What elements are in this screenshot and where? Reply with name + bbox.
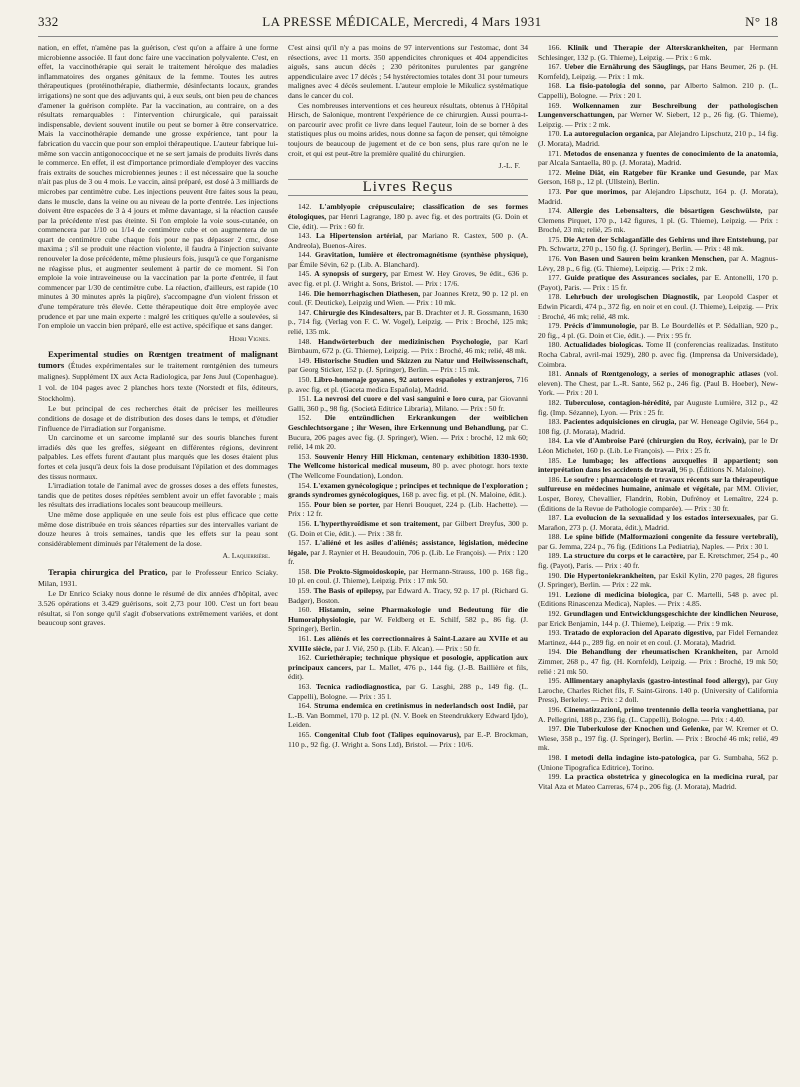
book-details: par Werner W. Siebert, 12 p., 26 fig. (G. Thieme), Leipzig. — Prix : 2 mk.	[538, 110, 778, 129]
book-entry	[538, 81, 778, 100]
book-details: par le Dr Léon Michelet, 160 p. (Lib. Le François). — Prix : 25 fr.	[538, 436, 778, 455]
entry-number: 154.	[298, 480, 312, 490]
entry-number: 156.	[298, 518, 312, 528]
book-entry	[288, 682, 528, 701]
entry-number: 171.	[548, 148, 562, 158]
book-title: Die Hypertoniekrankheiten,	[563, 570, 656, 580]
book-entry	[288, 337, 528, 356]
book-entry	[538, 590, 778, 609]
article-reference: (Études expérimentales sur le traitement rœntgénien des tumeurs malignes). Supplément IX aux Acta Radiologica, par Jens Juul (Copenhague). 1 vol. de 104 pages avec 2 planches hors texte (Norstedt et fils, éditeurs, Stockholm).	[38, 360, 278, 404]
entry-number: 183.	[548, 417, 562, 427]
book-entry	[288, 730, 528, 749]
signature: J.-L. F.	[498, 161, 520, 171]
book-details: par A. Pellegrini, 188 p., 236 fig. (L. Cappelli), Bologne. — Prix : 4.40.	[538, 704, 778, 724]
book-details: par Émile Sévin, 62 p. (Lib. A. Blanchard).	[288, 259, 420, 269]
book-details: par J. Vié, 250 p. (Lib. F. Alcan). — Prix : 50 fr.	[334, 643, 481, 653]
entry-number: 172.	[548, 167, 562, 177]
entry-number: 194.	[548, 647, 562, 657]
book-title: Lezione di medicina biologica,	[565, 589, 670, 599]
journal-title: LA PRESSE MÉDICALE, Mercredi, 4 Mars 1931	[262, 14, 542, 29]
book-entry	[288, 452, 528, 481]
paragraph: nation, en effet, n'amène pas la guérison, c'est qu'on a affaire à une forme microbienne associée. Il faut donc faire une vaccination polyvalente. C'est, en effet, la vaccinothérapie qui serait le traitement héroïque des maladies inflammatoires des organes génitaux de la femme. Toutes les autres thérapeutiques (protéinothérapie, diathermie, désinfectants locaux, grandes irrigations) ne sont que des adjuvants qui, à eux seuls, ont bien peu de chances d'amener la guérison complète. Par la vaccination, au contraire, on a des résultats remarquables : l'intervention chirurgicale, qui paraissait indispensable, devient souvent inutile ou peut se borner à être conservatrice. Mais la vaccinothérapie demande une grosse expérience, tant pour la fabrication du vaccin que pour son emploi thérapeutique. L'auteur fabrique lui-même son vaccin antigonococcique et ne se sert jamais de produits livrés dans le commerce. En effet, il est d'importance primordiale d'employer des vaccins frais extraits de souches microbiennes jeunes : il est nécessaire que la souche n'ait pas plus de 3 ou 4 mois. Le vaccin, ainsi préparé, est dosé à 3 milliards de microbes par centimètre cube. Les injections peuvent être faites sous la peau, dans le muscle, dans la veine ou au niveau de la porte d'entrée. Les injections doivent être espacées de 3 à 4 jours et même davantage, si la réaction causée par la précédente n'est pas éteinte. Si l'on emploie la voie sous-cutanée, on commencera par 1/10 ou 1/14 de centimètre cube et on augmentera de un quart de centimètre cube chaque fois pour ne pas dépasser 2 cmc, dose maxima ; s'il se produit une réaction violente, il faudra à l'injection suivante renouveler la dose précédente, même plusieurs fois, jusqu'à ce que l'organisme ne réagisse plus, et augmenter seulement à partir de ce moment. Si l'on emploie la voie intraveineuse ou la vaccination par la porte d'entrée, il faut commencer par 1/30 de centimètre cube. La réaction, d'ailleurs, est rapide (10 minutes à 30 minutes après la piqûre), s'accompagne d'un violent frisson et d'une température très élevée. Cette thérapeutique doit être employée avec prudence et par une main experte : malgré les critiques qu'elle a soulevées, si l'on emploie un vaccin bien préparé, elle est active, spécifique et sans danger.	[38, 43, 278, 331]
entry-number: 152.	[298, 413, 312, 423]
book-title: Die Behandlung der rheumatischen Krankheiten,	[566, 647, 738, 657]
book-title: Chirurgie des Kindesalters,	[313, 307, 403, 317]
book-entry	[288, 375, 528, 394]
book-entry	[538, 475, 778, 513]
book-details: par MM. Olivier, Losper, Borey, Chevallier, Flandrin, Robin, Dufrénoy et Lemaître, 224 p. (Éditions de la Revue de Pathologie comparée). — Prix : 30 fr.	[538, 484, 778, 513]
book-entry	[538, 456, 778, 475]
book-details: par W. Kremer et O. Wiese, 358 p., 197 fig. (J. Springer), Berlin. — Prix : Broché 46 mk; relié, 49 mk.	[538, 724, 778, 753]
book-entry	[538, 369, 778, 398]
book-title: Klinik und Therapie der Alterskrankheiten,	[567, 43, 728, 52]
book-title: La practica obstetrica y ginecologica en la medicina rural,	[564, 772, 765, 782]
book-title: Por que morimos,	[565, 186, 628, 196]
book-entry	[538, 609, 778, 628]
entry-number: 180.	[548, 340, 562, 350]
paragraph: C'est ainsi qu'il n'y a pas moins de 97 interventions sur l'estomac, dont 34 résections, avec 11 morts. 350 appendicites chroniques et 404 appendicites aiguës, sans aucun décès ; 230 péritonites purulentes par gangrène appendiculaire avec 17 décès ; 54 hystérectomies totales dont 31 pour tumeurs malignes avec 4 décès seulement. L'auteur emploie le Mikulicz systématique dans le cancer du col.	[288, 43, 528, 100]
entry-number: 196.	[548, 704, 562, 714]
article-heading	[38, 349, 278, 404]
book-entry	[538, 149, 778, 168]
book-details: par Alejandro Lipschutz, 164 p. (J. Morata), Madrid.	[538, 186, 778, 206]
book-title: Annals of Rœntgenology, a series of monographic atlases	[564, 369, 761, 379]
entry-number: 145.	[298, 269, 312, 279]
book-title: Précis d'immunologie,	[563, 321, 637, 331]
entry-number: 198.	[548, 752, 562, 762]
entry-number: 153.	[298, 451, 312, 461]
book-title: La fisio-patologia del sonno,	[566, 81, 666, 91]
entry-number: 173.	[548, 186, 562, 196]
book-entry	[538, 705, 778, 724]
entry-number: 166.	[548, 43, 562, 52]
section-title: Livres Reçus	[288, 179, 528, 197]
book-details: par Ernest W. Hey Groves, 9e édit., 636 p. avec fig. et pl. (J. Wright a. Sons, Bristol. — Prix : 17/6.	[288, 269, 528, 289]
entry-number: 151.	[298, 394, 312, 404]
book-entry	[538, 254, 778, 273]
book-title: Metodos de ensenanza y fuentes de conocimiento de la anatomia,	[563, 148, 778, 158]
entry-number: 186.	[548, 474, 562, 484]
book-entry	[538, 532, 778, 551]
book-title: Meine Diät, ein Ratgeber für Kranke und Gesunde,	[565, 167, 747, 177]
book-details: par Edward A. Tracy, 92 p. 17 pl. (Richard G. Badger), Boston.	[288, 586, 528, 605]
book-entry	[288, 538, 528, 567]
book-details: par Karl Birnbaum, 672 p. (G. Thieme), Leipzig. — Prix : Broché, 46 mk; relié, 48 mk.	[288, 336, 528, 356]
article-title: Experimental studies on Rœntgen treatment of malignant tumors	[38, 349, 278, 370]
entry-number: 160.	[298, 605, 312, 615]
book-details: par Mariano R. Castex, 500 p. (A. Andreola), Buenos-Aires.	[288, 231, 528, 250]
book-title: Ueber die Ernährung des Säuglings,	[564, 62, 686, 72]
book-details: par G. Jemma, 224 p., 76 fig. (Editions La Pediatria), Naples. — Prix : 30 l.	[538, 541, 769, 551]
article-heading	[38, 567, 278, 589]
book-title: Von Basen und Sauren beim kranken Menschen,	[563, 254, 727, 264]
entry-number: 179.	[548, 321, 562, 331]
entry-number: 159.	[298, 586, 312, 596]
book-entry	[288, 231, 528, 250]
book-title: Die entzündlichen Erkrankungen der weiblichen Geschlechtsorgane ; ihr Wesen, ihre Erkennung und Behandlung,	[288, 413, 528, 432]
entry-number: 148.	[298, 336, 312, 346]
book-details: par Vital Aza et Mateo Carreras, 674 p., 206 fig. (J. Morata), Madrid.	[538, 772, 778, 791]
book-list	[288, 202, 528, 749]
entry-number: 150.	[298, 375, 312, 384]
book-title: I metodi della indagine isto-patologica,	[564, 752, 697, 762]
book-list	[538, 43, 778, 791]
signature: A. Laquerrière.	[222, 551, 270, 561]
entry-number: 175.	[548, 234, 562, 244]
book-title: Pacientes adquisiciones en cirugia,	[563, 417, 677, 427]
book-entry	[538, 273, 778, 292]
book-details: par Gilbert Dreyfus, 300 p. (G. Doin et Cie, édit.). — Prix : 38 fr.	[288, 518, 528, 538]
paragraph: L'irradiation totale de l'animal avec de grosses doses a des effets funestes, tandis que de petites doses répétées semblent avoir un effet favorable ; mais les résultats des irradiations locales sont beaucoup meilleurs.	[38, 481, 278, 510]
book-details: par Clemens Pirquet, 170 p., 142 figures, 1 pl. (G. Thieme), Leipzig. — Prix : Broché, 23 mk; relié, 25 mk.	[538, 206, 778, 235]
article-reference: par le Professeur Enrico Sciaky. Milan, 1931.	[38, 567, 278, 589]
book-entry	[288, 567, 528, 586]
book-details: par Alcala Santaella, 80 p. (J. Morata), Madrid.	[538, 158, 682, 168]
book-details: par W. Feldberg et E. Schilf, 582 p., 86 fig. (J. Springer), Berlin.	[288, 614, 528, 634]
book-title: L'aliéné et les asiles d'aliénés; assistance, législation, médecine légale,	[288, 538, 528, 557]
entry-number: 190.	[548, 570, 562, 580]
book-details: 716 p. avec fig. et pl. (Gaceta medica Española), Madrid.	[288, 375, 528, 394]
book-details: par Leopold Casper et Edwin Picardi, 474 p., 372 fig. en noir et en coul. (J. Thieme), Leipzig. — Prix : Broché, 46 mk; relié, 48 mk.	[538, 292, 778, 321]
book-entry	[538, 206, 778, 235]
book-details: par Henri Lagrange, 180 p. avec fig. et des portraits (G. Doin et Cie, édit). — Prix : 60 fr.	[288, 211, 528, 231]
book-entry	[538, 168, 778, 187]
paragraph: Une même dose appliquée en une seule fois est plus efficace que cette même dose distribuée en trois séances réparties sur des intervalles variant de douze heures à trois semaines, tandis que les effets sur la peau sont considérablement diminués par l'étalement de la dose.	[38, 509, 278, 548]
signature: Henri Vignes.	[228, 333, 270, 343]
book-entry	[288, 269, 528, 288]
book-title: Souvenir Henry Hill Hickman, centenary exhibition 1830-1930. The Wellcome historical medical museum,	[288, 451, 528, 471]
book-details: par B. Le Bourdellès et P. Sédallian, 920 p., 20 fig., 4 pl. (G. Doin et Cie, édit.). — Prix : 95 fr.	[538, 321, 778, 340]
entry-number: 176.	[548, 254, 562, 264]
book-details: par B. Drachter et J. R. Gossmann, 1630 p., 714 fig. (Verlag von F. C. W. Vogel), Leipzig. — Prix : Broché, 125 mk; relié, 135 mk.	[288, 307, 528, 337]
book-entry	[288, 413, 528, 451]
entry-number: 167.	[548, 62, 562, 72]
book-entry	[538, 551, 778, 570]
book-entry	[538, 398, 778, 417]
book-details: par E. Kretschmer, 254 p., 40 fig. (Payot), Paris. — Prix : 40 fr.	[538, 551, 778, 571]
book-entry	[288, 394, 528, 413]
book-entry	[538, 628, 778, 647]
book-details: par Alberto Salmon. 210 p. (L. Cappelli), Bologne. — Prix : 20 l.	[538, 81, 778, 100]
entry-number: 191.	[548, 589, 562, 599]
book-title: Le lumbago; les affections auxquelles il appartient; son interprétation dans les accidents de travail,	[538, 455, 778, 475]
book-entry	[538, 724, 778, 753]
book-details: par Arnold Zimmer, 268 p., 47 fig. (H. Kornfeld), Leipzig. — Prix : Broché, 19 mk 50; relié : 21 mk 50.	[538, 647, 778, 676]
book-entry	[288, 500, 528, 519]
book-entry	[538, 340, 778, 369]
book-title: Histamin, seine Pharmakologie und Bedeutung für die Humoralphysiologie,	[288, 605, 528, 624]
book-title: The Basis of epilepsy,	[313, 586, 384, 596]
book-details: par E.-P. Brockman, 110 p., 92 fig. (J. Wright a. Sons Ltd), Bristol. — Prix : 10/6.	[288, 729, 528, 749]
book-title: Die Tuberkulose der Knochen und Gelenke,	[564, 724, 711, 734]
book-entry	[288, 701, 528, 730]
book-details: par Georg Sticker, 152 p. (J. Springer), Berlin. — Prix : 15 mk.	[288, 365, 480, 375]
book-title: Gravitation, lumière et électromagnétisme (synthèse physique),	[314, 250, 528, 260]
paragraph: Un carcinome et un sarcome implanté sur des souris blanches furent irradiés dès que les greffes, siégeant en différentes régions, devinrent palpables. Les effets furent d'autant plus marqués que les doses étaient plus fortes et cela jusqu'à deux fois la dose produisant l'épilation et des dommages des tissus normaux.	[38, 433, 278, 481]
book-details: par W. Heneage Ogilvie, 564 p., 108 fig. (J. Morata), Madrid.	[538, 417, 778, 436]
entry-number: 182.	[548, 397, 562, 407]
book-details: par G. Sumbaha, 562 p. (Unione Tipografica Editrice), Torino.	[538, 752, 778, 772]
book-details: par Alejandro Lipschutz, 210 p., 14 fig. (J. Morata), Madrid.	[538, 129, 778, 148]
book-title: La autoregulacion organica,	[563, 129, 655, 139]
entry-number: 185.	[548, 455, 562, 465]
entry-number: 195.	[548, 676, 562, 686]
book-title: Le spine bifide (Malformazioni congenite da fessure vertebrali),	[564, 532, 778, 542]
book-details: par Hermann Schlesinger, 132 p. (G. Thieme), Leipzig. — Prix : 6 mk.	[538, 43, 778, 62]
book-entry	[538, 647, 778, 676]
book-title: L'hyperthyroïdisme et son traitement,	[314, 518, 440, 528]
book-title: La evolucion de la sexualidad y los estados intersexuales,	[564, 513, 756, 523]
book-title: Allergie des Lebensalters, die bösartigen Geschwülste,	[567, 206, 763, 216]
book-details: (vol. eleven). The Chest, par L.-R. Sante, 562 p., 246 fig. (Paul B. Hoeber), New-York. — Prix : 20 l.	[538, 369, 778, 398]
book-title: Tecnica radiodiagnostica,	[315, 682, 402, 691]
book-title: Tuberculose, contagion-hérédité,	[564, 397, 672, 407]
book-title: Le soufre : pharmacologie et travaux récents sur la thérapeutique sulfureuse en médecines humaine, animale et végétale,	[538, 474, 778, 494]
book-details: 96 p. (Éditions N. Maloine).	[679, 465, 766, 475]
book-title: La structure du corps et le caractère,	[563, 551, 685, 561]
book-entry	[538, 62, 778, 81]
book-title: L'amblyopie crépusculaire; classification de ses formes étologiques,	[288, 202, 528, 221]
column-3	[538, 43, 778, 1087]
book-details: par Ph. Schwartz, 270 p., 150 fig. (J. Springer), Berlin. — Prix : 48 mk.	[538, 234, 778, 254]
book-entry	[538, 436, 778, 455]
paragraph: Ces nombreuses interventions et ces heureux résultats, obtenus à l'Hôpital Hirsch, de Salonique, montrent l'expérience de ce chirurgien. Aussi pourra-t-on parcourir avec profit ce livre dans lequel l'auteur, loin de se borner à des statistiques plus ou moins arides, nous donne sa façon de penser, qui témoigne toujours de beaucoup de jugement et de ce bon sens, plus rare qu'on ne le croit, et qui est peut-être la première qualité du chirurgien.	[288, 100, 528, 158]
book-title: Tratado de exploracion del Aparato digestivo,	[563, 628, 714, 638]
book-title: La Hipertension artérial,	[316, 231, 403, 241]
book-title: Congenital Club foot (Talipes equinovarus),	[314, 729, 462, 739]
entry-number: 188.	[548, 532, 562, 542]
entry-number: 155.	[298, 499, 312, 509]
entry-number: 158.	[298, 566, 312, 576]
book-entry	[288, 519, 528, 538]
book-title: Wolkennamen zur Beschreibung der pathologischen Lungenverschattungen,	[538, 100, 778, 120]
book-details: par Henri Bouquet, 224 p. (Lib. Hachette). — Prix : 12 fr.	[288, 499, 528, 519]
column-2	[288, 43, 528, 1087]
article-title: Terapia chirurgica del Pratico,	[48, 566, 168, 577]
book-title: A synopsis of surgery,	[314, 269, 388, 279]
book-details: par Fidel Fernandez Martinez, 444 p., 289 fig. en noir et en coul. (J. Morata), Madrid.	[538, 628, 778, 647]
book-entry	[538, 129, 778, 148]
book-entry	[538, 321, 778, 340]
book-title: Cinematizzazioni, primo trentennio della teoria vanghettiana,	[563, 704, 766, 714]
book-details: par G. Marañon, 273 p. (J. Morata, édit.), Madrid.	[538, 513, 778, 532]
entry-number: 143.	[298, 231, 312, 241]
book-details: par Erick Benjamin, 144 p. (J. Thieme), Leipzig. — Prix : 9 mk.	[538, 618, 734, 628]
book-entry	[538, 101, 778, 130]
book-entry	[538, 292, 778, 321]
book-details: 168 p. avec fig. et pl. (N. Maloine, édit.).	[401, 490, 527, 500]
entry-number: 187.	[548, 513, 562, 523]
entry-number: 197.	[548, 724, 562, 734]
entry-number: 199.	[548, 772, 562, 782]
book-title: Guide pratique des Assurances sociales,	[564, 273, 699, 283]
book-entry	[538, 43, 778, 62]
book-title: Allimentary anaphylaxis (gastro-intestinal food allergy),	[564, 676, 750, 686]
entry-number: 193.	[548, 628, 562, 638]
entry-number: 165.	[298, 729, 312, 739]
book-details: par Giovanni Galli, 360 p., 98 fig. (Società Editrice Libraria), Milano. — Prix : 50 fr.	[288, 394, 528, 413]
paragraph: Le but principal de ces recherches était de préciser les meilleures conditions de dosage et de distribution des doses dans le temps, et d'étudier l'influence de l'irradiation sur l'organisme.	[38, 404, 278, 433]
page-number: 332	[38, 14, 59, 29]
book-details: par A. Magnus-Lévy, 28 p., 6 fig. (G. Thieme), Leipzig. — Prix : 2 mk.	[538, 254, 778, 273]
book-details: 80 p. avec photogr. hors texte (The Wellcome Foundation), London.	[288, 461, 528, 480]
book-entry	[538, 513, 778, 532]
book-title: Pour bien se porter,	[314, 499, 381, 509]
book-title: La vie d'Ambroise Paré (chirurgien du Roy, écrivain),	[564, 436, 747, 446]
book-details: par Joannes Kretz, 90 p. 12 pl. en coul. (F. Deuticke), Leipzig und Wien. — Prix : 10 mk.	[288, 288, 528, 308]
book-details: par Hans Beumer, 26 p. (H. Kornfeld), Leipzig. — Prix : 1 mk.	[538, 62, 778, 81]
entry-number: 142.	[298, 202, 312, 212]
book-title: Les aliénés et les correctionnaires à Saint-Lazare au XVIIe et au XVIIIe siècle,	[288, 634, 528, 653]
entry-number: 189.	[548, 551, 562, 561]
book-title: Actualidades biologicas.	[564, 340, 644, 350]
book-title: Struma endemica en cretinismus in nederlandsch oost Indië,	[314, 701, 516, 711]
book-entry	[288, 634, 528, 653]
book-entry	[288, 202, 528, 231]
book-entry	[288, 481, 528, 500]
paragraph: Le Dr Enrico Sciaky nous donne le résumé de dix années d'hôpital, avec 3.526 opérations et 3.429 guérisons, soit 2,73 pour 100. C'est un fort beau résultat, si l'on songe qu'il s'agit d'observations extrêmement variées, et dont beaucoup sont graves.	[38, 589, 278, 628]
entry-number: 157.	[298, 538, 312, 548]
book-details: par C. Bucura, 206 pages avec fig. (J. Springer), Wien. — Prix : broché, 12 mk 60; relié, 14 mk 20.	[288, 422, 528, 452]
book-entry	[538, 187, 778, 206]
entry-number: 169.	[548, 100, 562, 110]
entry-number: 162.	[298, 653, 312, 663]
entry-number: 170.	[548, 129, 562, 139]
book-entry	[538, 676, 778, 705]
entry-number: 192.	[548, 609, 562, 619]
book-details: par Guy Laroche, Charles Richet fils, F. Saint-Girons. 140 p. (University of California Press), Berkeley. — Prix : 2 doll.	[538, 676, 778, 705]
book-entry	[288, 289, 528, 308]
book-details: par Hermann-Strauss, 100 p. 168 fig., 10 pl. en coul. (J. Thieme), Leipzig. Prix : 17 mk 50.	[288, 566, 528, 586]
book-details: par C. Martelli, 548 p. avec pl. (Editions Rinascenza Medica), Naples. — Prix : 4.85.	[538, 589, 778, 609]
book-title: Grundlagen und Entwicklungsgeschichte der kindlichen Neurose,	[563, 609, 778, 619]
book-entry	[538, 753, 778, 772]
issue-number: N° 18	[745, 14, 778, 29]
book-title: Libro-homenaje goyanes, 92 autores españoles y extranjeros,	[313, 375, 515, 384]
book-details: Tome II (conferencias realizadas. Instituto Rocha Cabral, avril-mai 1929), 280 p. avec fig. (Imprensa da Universidade), Coimbra.	[538, 340, 778, 369]
book-title: L'examen gynécologique ; principes et technique de l'exploration ; grands syndromes gynécologiques,	[288, 480, 528, 500]
entry-number: 181.	[548, 369, 562, 379]
book-entry	[288, 356, 528, 375]
book-title: Lehrbuch der urologischen Diagnostik,	[565, 292, 700, 302]
book-entry	[288, 605, 528, 634]
book-details: par J. Raynier et H. Beaudouin, 706 p. (Lib. Le François). — Prix : 120 fr.	[288, 547, 528, 567]
book-entry	[288, 653, 528, 682]
book-details: par Eskil Kylin, 270 pages, 28 figures (J. Springer), Berlin. — Prix : 22 mk.	[538, 570, 778, 590]
book-title: Die Prokto-Sigmoidoskopie,	[314, 566, 406, 576]
entry-number: 161.	[298, 634, 312, 644]
column-1	[38, 43, 278, 1087]
book-details: par G. Lasghi, 288 p., 149 fig. (L. Cappelli), Bologne. — Prix : 35 l.	[288, 682, 528, 701]
entry-number: 168.	[548, 81, 562, 91]
entry-number: 184.	[548, 436, 562, 446]
book-entry	[538, 417, 778, 436]
entry-number: 164.	[298, 701, 312, 711]
entry-number: 147.	[298, 307, 312, 317]
book-title: Die hemorrhagischen Diathesen,	[313, 288, 421, 298]
book-entry	[538, 571, 778, 590]
entry-number: 163.	[298, 682, 312, 691]
page-header	[38, 14, 778, 37]
entry-number: 149.	[298, 355, 312, 365]
book-details: par L.-B. Van Bommel, 170 p. 12 pl. (N. V. Boek en Steendrukkery Edward Ijdo), Leiden.	[288, 701, 528, 730]
book-title: Die Arten der Schlaganfälle des Gehirns und ihre Entstehung,	[563, 234, 767, 244]
book-details: par L. Mallet, 476 p., 144 fig. (J.-B. Baillière et fils, édit).	[288, 662, 528, 682]
book-title: La nevrosi del cuore e del vasi sanguini e loro cura,	[313, 394, 486, 404]
book-entry	[288, 308, 528, 337]
book-title: Handwörterbuch der medizinischen Psychologie,	[318, 336, 492, 346]
book-details: par Auguste Lumière, 312 p., 42 fig. (Imp. Sézanne), Lyon. — Prix : 25 fr.	[538, 397, 778, 417]
entry-number: 178.	[548, 292, 562, 302]
book-title: Curiethérapie; technique physique et posologie, application aux principaux cancers,	[288, 653, 528, 672]
entry-number: 174.	[548, 206, 562, 216]
book-title: Historische Studien und Skizzen zu Natur und Heilwissenschaft,	[314, 355, 528, 365]
book-entry	[538, 235, 778, 254]
book-details: par Max Gerson, 168 p., 12 pl. (Ullstein), Berlin.	[538, 167, 778, 187]
book-details: par E. Antonelli, 170 p. (Payot), Paris. — Prix : 15 fr.	[538, 273, 778, 292]
book-entry	[538, 772, 778, 791]
entry-number: 177.	[548, 273, 562, 283]
entry-number: 146.	[298, 288, 312, 298]
book-entry	[288, 250, 528, 269]
entry-number: 144.	[298, 250, 312, 260]
book-entry	[288, 586, 528, 605]
